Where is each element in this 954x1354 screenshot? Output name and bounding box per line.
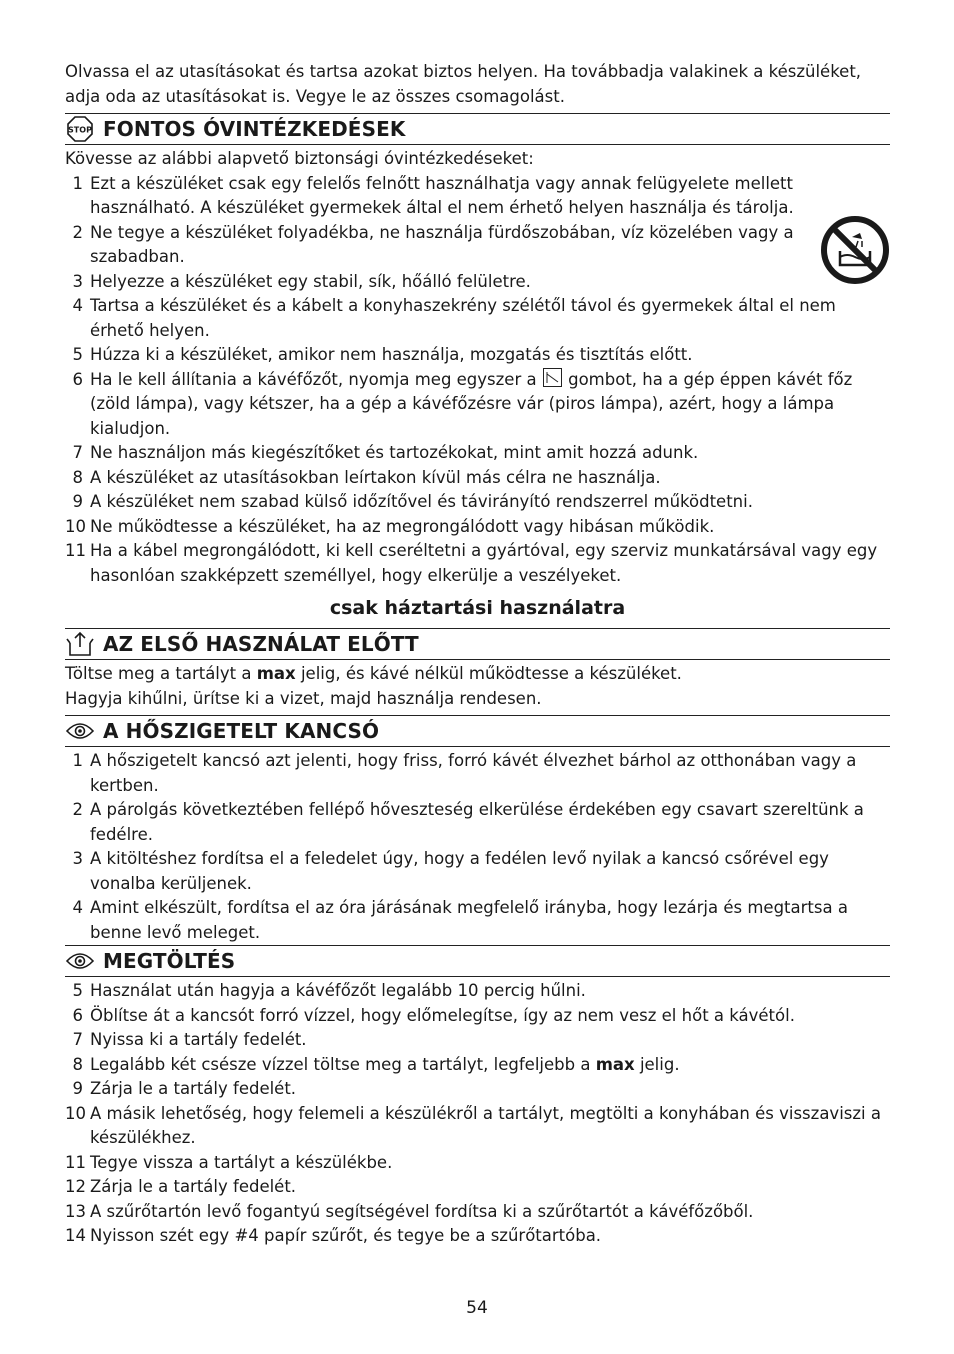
intro-line-2: adja oda az utasításokat is. Vegye le az összes csomagolást. bbox=[65, 86, 565, 106]
stop-icon bbox=[65, 116, 95, 142]
jug-list bbox=[65, 749, 890, 945]
list-item: 13 A szűrőtartón levő fogantyú segítségével fordítsa ki a szűrőtartót a kávéfőzőből. bbox=[65, 1201, 754, 1221]
household-note: csak háztartási használatra bbox=[329, 597, 626, 619]
safety-title: FONTOS ÓVINTÉZKEDÉSEK bbox=[103, 117, 406, 141]
list-item: 8 Legalább két csésze vízzel töltse meg a tartályt, legfeljebb a max jelig. bbox=[72, 1054, 680, 1074]
list-item: 11 Ha a kábel megrongálódott, ki kell cseréltetni a gyártóval, egy szerviz munkatársával vagy egy hasonlóan szakképzett személlyel, hogy elkerülje a veszélyeket. bbox=[65, 541, 878, 585]
list-item: 3 A kitöltéshez fordítsa el a feledelet úgy, hogy a fedélen levő nyilak a kancsó csőrével egy vonalba kerüljenek. bbox=[72, 849, 829, 893]
list-item: 9 A készüléket nem szabad külső időzítővel és távirányító rendszerrel működtetni. bbox=[72, 492, 753, 511]
first-use-title: AZ ELSŐ HASZNÁLAT ELŐTT bbox=[103, 632, 419, 656]
no-water-immersion-icon bbox=[820, 215, 890, 289]
eye-icon bbox=[65, 718, 95, 744]
first-use-line-1: Töltse meg a tartályt a max jelig, és kávé nélkül működtesse a készüléket. bbox=[65, 664, 682, 683]
list-item: 4 Amint elkészült, fordítsa el az óra járásának megfelelő irányba, hogy lezárja és megtartsa a benne levő meleget. bbox=[72, 898, 848, 942]
list-item: 1 Ezt a készüléket csak egy felelős felnőtt használhatja vagy annak felügyelete mellett használható. A készüléket gyermekek által el nem érhető helyen használja és tárolja. bbox=[72, 173, 794, 217]
list-item: 10 A másik lehetőség, hogy felemeli a készülékről a tartályt, megtölti a konyhában és visszaviszi a készülékhez. bbox=[65, 1103, 881, 1147]
list-item: 2 Ne tegye a készüléket folyadékba, ne használja fürdőszobában, víz közelében vagy a szabadban. bbox=[72, 222, 794, 266]
list-item: 8 A készüléket az utasításokban leírtakon kívül más célra ne használja. bbox=[72, 467, 661, 487]
list-item: 7 Nyissa ki a tartály fedelét. bbox=[72, 1030, 307, 1049]
unpack-box-icon bbox=[65, 631, 95, 657]
filling-list bbox=[65, 979, 890, 1249]
first-use-heading bbox=[65, 628, 890, 660]
page bbox=[65, 60, 890, 1249]
safety-heading bbox=[65, 113, 890, 145]
svg-text:STOP: STOP bbox=[68, 125, 92, 135]
page-number: 54 bbox=[466, 1298, 488, 1318]
list-item: 7 Ne használjon más kiegészítőket és tartozékokat, mint amit hozzá adunk. bbox=[72, 443, 699, 462]
eye-icon bbox=[65, 948, 95, 974]
list-item: 2 A párolgás következtében fellépő hőveszteség elkerülése érdekében egy csavart szereltünk a fedélre. bbox=[72, 800, 864, 844]
list-item: 5 Használat után hagyja a kávéfőzőt legalább 10 percig hűlni. bbox=[72, 981, 586, 1000]
safety-lead: Kövesse az alábbi alapvető biztonsági óvintézkedéseket: bbox=[65, 149, 534, 168]
safety-list bbox=[65, 172, 890, 589]
list-item: 10 Ne működtesse a készüléket, ha az megrongálódott vagy hibásan működik. bbox=[65, 516, 715, 536]
list-item: 6 Öblítse át a kancsót forró vízzel, hogy előmelegítse, így az nem vesz el hőt a kávétól. bbox=[72, 1005, 795, 1025]
list-item: 9 Zárja le a tartály fedelét. bbox=[72, 1079, 297, 1098]
jug-heading bbox=[65, 715, 890, 747]
first-use-line-2: Hagyja kihűlni, ürítse ki a vizet, majd használja rendesen. bbox=[65, 688, 542, 708]
list-item: 12 Zárja le a tartály fedelét. bbox=[65, 1177, 297, 1196]
jug-title: A HŐSZIGETELT KANCSÓ bbox=[103, 719, 380, 743]
list-item: 1 A hőszigetelt kancsó azt jelenti, hogy friss, forró kávét élvezhet bárhol az otthonában vagy a kertben. bbox=[72, 751, 857, 795]
list-item: 4 Tartsa a készüléket és a kábelt a konyhaszekrény szélétől távol és gyermekek által el nem érhető helyen. bbox=[72, 296, 836, 340]
filling-heading bbox=[65, 945, 890, 977]
list-item: 5 Húzza ki a készüléket, amikor nem használja, mozgatás és tisztítás előtt. bbox=[72, 345, 693, 364]
list-item: 3 Helyezze a készüléket egy stabil, sík, hőálló felületre. bbox=[72, 271, 531, 291]
intro-line-1: Olvassa el az utasításokat és tartsa azokat biztos helyen. Ha továbbadja valakinek a készüléket, bbox=[65, 62, 862, 81]
list-item: 14 Nyisson szét egy #4 papír szűrőt, és tegye be a szűrőtartóba. bbox=[65, 1226, 602, 1245]
list-item: 11 Tegye vissza a tartályt a készülékbe. bbox=[65, 1152, 393, 1172]
intro bbox=[65, 60, 890, 109]
stop-button-symbol-icon bbox=[543, 368, 562, 387]
filling-title: MEGTÖLTÉS bbox=[103, 949, 236, 973]
list-item: 6 Ha le kell állítania a kávéfőzőt, nyomja meg egyszer a gombot, ha a gép éppen kávét főz (zöld lámpa), vagy kétszer, ha a gép a kávéfőzésre vár (piros lámpa), azért, hogy a lámpa kialudjon. bbox=[72, 369, 853, 438]
